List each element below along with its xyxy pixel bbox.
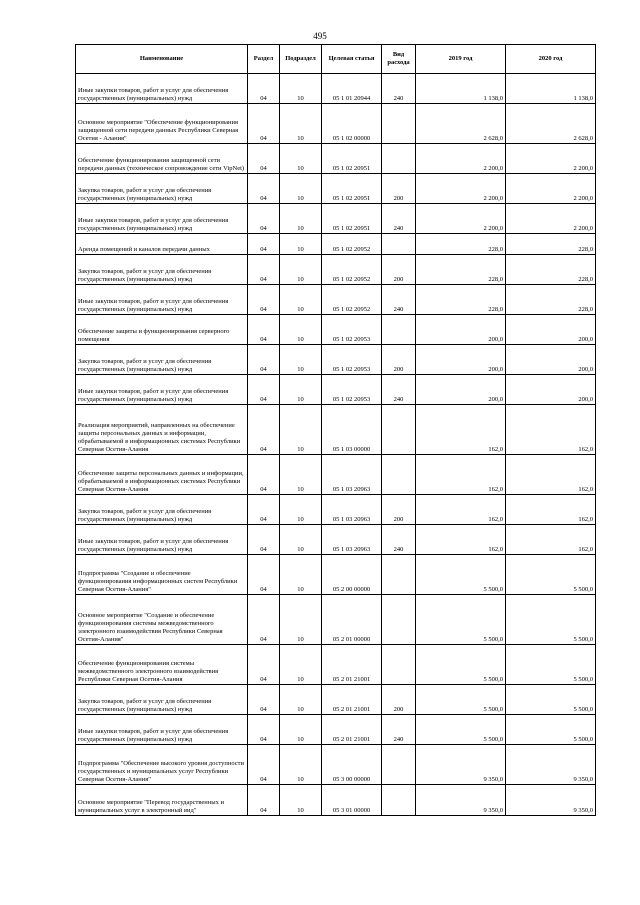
cell-expense: 200 xyxy=(382,685,416,715)
cell-target: 05 2 01 00000 xyxy=(322,595,382,645)
cell-expense: 200 xyxy=(382,345,416,375)
table-row xyxy=(76,685,596,715)
cell-expense: 240 xyxy=(382,375,416,405)
cell-y2020: 5 500,0 xyxy=(506,595,596,645)
cell-y2020: 9 350,0 xyxy=(506,785,596,816)
cell-target: 05 2 01 21001 xyxy=(322,685,382,715)
cell-expense: 240 xyxy=(382,525,416,555)
cell-target: 05 2 01 21001 xyxy=(322,715,382,745)
cell-expense: 240 xyxy=(382,204,416,234)
cell-y2020: 200,0 xyxy=(506,315,596,345)
cell-target: 05 3 00 00000 xyxy=(322,745,382,785)
cell-section: 04 xyxy=(248,645,280,685)
cell-expense xyxy=(382,315,416,345)
budget-table xyxy=(75,44,596,816)
cell-name: Иные закупки товаров, работ и услуг для обеспечения государственных (муниципальных) нужд xyxy=(76,375,248,405)
table-row xyxy=(76,495,596,525)
cell-expense: 200 xyxy=(382,174,416,204)
cell-target: 05 2 00 00000 xyxy=(322,555,382,595)
cell-section: 04 xyxy=(248,315,280,345)
cell-expense xyxy=(382,555,416,595)
cell-y2020: 228,0 xyxy=(506,234,596,255)
cell-target: 05 1 02 20951 xyxy=(322,204,382,234)
cell-y2020: 5 500,0 xyxy=(506,715,596,745)
table-row xyxy=(76,455,596,495)
cell-target: 05 3 01 00000 xyxy=(322,785,382,816)
cell-name: Закупка товаров, работ и услуг для обеспечения государственных (муниципальных) нужд xyxy=(76,255,248,285)
cell-y2020: 228,0 xyxy=(506,255,596,285)
cell-subsection: 10 xyxy=(280,345,322,375)
cell-y2019: 228,0 xyxy=(416,255,506,285)
table-row xyxy=(76,525,596,555)
cell-y2020: 2 200,0 xyxy=(506,174,596,204)
cell-target: 05 1 02 20953 xyxy=(322,375,382,405)
cell-expense: 240 xyxy=(382,715,416,745)
cell-y2019: 2 628,0 xyxy=(416,104,506,144)
cell-expense xyxy=(382,595,416,645)
cell-name: Основное мероприятие "Обеспечение функционирования защищенной сети передачи данных Республики Северная Осетия - Алания" xyxy=(76,104,248,144)
cell-subsection: 10 xyxy=(280,595,322,645)
cell-name: Обеспечение функционирования системы межведомственного электронного взаимодействия Республики Северная Осетия-Алания xyxy=(76,645,248,685)
cell-y2019: 162,0 xyxy=(416,455,506,495)
cell-expense xyxy=(382,645,416,685)
cell-section: 04 xyxy=(248,525,280,555)
header-2020: 2020 год xyxy=(506,45,596,74)
cell-section: 04 xyxy=(248,255,280,285)
cell-y2020: 2 200,0 xyxy=(506,144,596,174)
header-subsection: Подраздел xyxy=(280,45,322,74)
header-2019: 2019 год xyxy=(416,45,506,74)
cell-expense xyxy=(382,234,416,255)
table-row xyxy=(76,285,596,315)
cell-y2020: 162,0 xyxy=(506,455,596,495)
table-row xyxy=(76,645,596,685)
cell-name: Иные закупки товаров, работ и услуг для обеспечения государственных (муниципальных) нужд xyxy=(76,74,248,104)
cell-subsection: 10 xyxy=(280,255,322,285)
cell-section: 04 xyxy=(248,595,280,645)
cell-section: 04 xyxy=(248,375,280,405)
cell-expense: 200 xyxy=(382,495,416,525)
cell-subsection: 10 xyxy=(280,285,322,315)
cell-y2020: 5 500,0 xyxy=(506,555,596,595)
cell-target: 05 1 03 00000 xyxy=(322,405,382,455)
table-row xyxy=(76,234,596,255)
cell-expense: 240 xyxy=(382,285,416,315)
cell-y2020: 5 500,0 xyxy=(506,685,596,715)
table-row xyxy=(76,74,596,104)
cell-expense xyxy=(382,745,416,785)
cell-target: 05 1 03 20963 xyxy=(322,455,382,495)
cell-subsection: 10 xyxy=(280,525,322,555)
cell-section: 04 xyxy=(248,715,280,745)
cell-expense xyxy=(382,405,416,455)
cell-subsection: 10 xyxy=(280,645,322,685)
cell-y2019: 162,0 xyxy=(416,405,506,455)
cell-subsection: 10 xyxy=(280,495,322,525)
cell-expense: 240 xyxy=(382,74,416,104)
cell-y2020: 1 138,0 xyxy=(506,74,596,104)
cell-section: 04 xyxy=(248,495,280,525)
cell-name: Иные закупки товаров, работ и услуг для обеспечения государственных (муниципальных) нужд xyxy=(76,285,248,315)
cell-subsection: 10 xyxy=(280,455,322,495)
header-expense: Вид расхода xyxy=(382,45,416,74)
cell-name: Основное мероприятие "Перевод государственных и муниципальных услуг в электронный вид" xyxy=(76,785,248,816)
cell-name: Аренда помещений и каналов передачи данных xyxy=(76,234,248,255)
cell-subsection: 10 xyxy=(280,74,322,104)
cell-section: 04 xyxy=(248,234,280,255)
cell-name: Подпрограмма "Создание и обеспечение функционирования информационных систем Республики Северная Осетия-Алания" xyxy=(76,555,248,595)
table-body xyxy=(76,74,596,816)
cell-y2020: 2 628,0 xyxy=(506,104,596,144)
header-target: Целевая статья xyxy=(322,45,382,74)
cell-subsection: 10 xyxy=(280,715,322,745)
cell-y2020: 162,0 xyxy=(506,405,596,455)
cell-subsection: 10 xyxy=(280,315,322,345)
cell-y2019: 228,0 xyxy=(416,234,506,255)
cell-expense xyxy=(382,785,416,816)
cell-target: 05 1 02 20952 xyxy=(322,234,382,255)
cell-target: 05 1 02 20953 xyxy=(322,315,382,345)
cell-y2020: 2 200,0 xyxy=(506,204,596,234)
cell-name: Закупка товаров, работ и услуг для обеспечения государственных (муниципальных) нужд xyxy=(76,685,248,715)
cell-target: 05 1 03 20963 xyxy=(322,525,382,555)
cell-y2020: 9 350,0 xyxy=(506,745,596,785)
cell-section: 04 xyxy=(248,405,280,455)
header-row xyxy=(76,45,596,74)
cell-subsection: 10 xyxy=(280,685,322,715)
cell-target: 05 1 02 20951 xyxy=(322,144,382,174)
cell-y2020: 5 500,0 xyxy=(506,645,596,685)
cell-section: 04 xyxy=(248,455,280,495)
cell-y2019: 1 138,0 xyxy=(416,74,506,104)
cell-section: 04 xyxy=(248,285,280,315)
cell-expense xyxy=(382,144,416,174)
cell-y2020: 200,0 xyxy=(506,375,596,405)
cell-expense xyxy=(382,104,416,144)
page-number: 495 xyxy=(313,31,327,41)
cell-name: Обеспечение защиты и функционирования серверного помещения xyxy=(76,315,248,345)
cell-name: Закупка товаров, работ и услуг для обеспечения государственных (муниципальных) нужд xyxy=(76,345,248,375)
cell-y2019: 5 500,0 xyxy=(416,685,506,715)
cell-y2019: 200,0 xyxy=(416,315,506,345)
cell-section: 04 xyxy=(248,745,280,785)
cell-y2019: 5 500,0 xyxy=(416,555,506,595)
cell-y2019: 5 500,0 xyxy=(416,645,506,685)
cell-target: 05 1 02 20951 xyxy=(322,174,382,204)
header-section: Раздел xyxy=(248,45,280,74)
cell-subsection: 10 xyxy=(280,405,322,455)
table-row xyxy=(76,405,596,455)
cell-section: 04 xyxy=(248,74,280,104)
cell-y2019: 2 200,0 xyxy=(416,174,506,204)
cell-subsection: 10 xyxy=(280,204,322,234)
cell-y2019: 200,0 xyxy=(416,375,506,405)
cell-subsection: 10 xyxy=(280,745,322,785)
cell-y2019: 228,0 xyxy=(416,285,506,315)
cell-target: 05 2 01 21001 xyxy=(322,645,382,685)
cell-name: Подпрограмма "Обеспечение высокого уровня доступности государственных и муниципальных услуг Республики Северная Осетия-Алания" xyxy=(76,745,248,785)
cell-name: Иные закупки товаров, работ и услуг для обеспечения государственных (муниципальных) нужд xyxy=(76,204,248,234)
cell-expense: 200 xyxy=(382,255,416,285)
cell-y2020: 200,0 xyxy=(506,345,596,375)
table-row xyxy=(76,375,596,405)
cell-name: Реализация мероприятий, направленных на обеспечение защиты персональных данных и информации, обрабатываемой в информационных системах Республики Северная Осетия-Алания xyxy=(76,405,248,455)
cell-y2019: 200,0 xyxy=(416,345,506,375)
table-row xyxy=(76,715,596,745)
cell-expense xyxy=(382,455,416,495)
table-row xyxy=(76,255,596,285)
table-row xyxy=(76,104,596,144)
cell-section: 04 xyxy=(248,204,280,234)
cell-target: 05 1 02 20952 xyxy=(322,285,382,315)
cell-subsection: 10 xyxy=(280,144,322,174)
cell-section: 04 xyxy=(248,174,280,204)
cell-name: Иные закупки товаров, работ и услуг для обеспечения государственных (муниципальных) нужд xyxy=(76,715,248,745)
cell-name: Закупка товаров, работ и услуг для обеспечения государственных (муниципальных) нужд xyxy=(76,495,248,525)
cell-target: 05 1 02 20952 xyxy=(322,255,382,285)
cell-name: Закупка товаров, работ и услуг для обеспечения государственных (муниципальных) нужд xyxy=(76,174,248,204)
cell-section: 04 xyxy=(248,785,280,816)
cell-subsection: 10 xyxy=(280,785,322,816)
cell-section: 04 xyxy=(248,345,280,375)
cell-target: 05 1 01 20944 xyxy=(322,74,382,104)
cell-subsection: 10 xyxy=(280,104,322,144)
cell-subsection: 10 xyxy=(280,174,322,204)
cell-name: Обеспечение защиты персональных данных и информации, обрабатываемой в информационных системах Республики Северная Осетия-Алания xyxy=(76,455,248,495)
cell-y2020: 162,0 xyxy=(506,525,596,555)
cell-subsection: 10 xyxy=(280,555,322,595)
table-row xyxy=(76,595,596,645)
cell-target: 05 1 02 20953 xyxy=(322,345,382,375)
cell-y2019: 2 200,0 xyxy=(416,144,506,174)
table-row xyxy=(76,204,596,234)
table-row xyxy=(76,345,596,375)
cell-section: 04 xyxy=(248,685,280,715)
cell-name: Обеспечение функционирования защищенной сети передачи данных (техническое сопровождение сети VipNet) xyxy=(76,144,248,174)
cell-y2019: 9 350,0 xyxy=(416,785,506,816)
table-row xyxy=(76,555,596,595)
cell-target: 05 1 02 00000 xyxy=(322,104,382,144)
cell-name: Иные закупки товаров, работ и услуг для обеспечения государственных (муниципальных) нужд xyxy=(76,525,248,555)
cell-y2019: 5 500,0 xyxy=(416,715,506,745)
cell-y2019: 162,0 xyxy=(416,525,506,555)
cell-subsection: 10 xyxy=(280,234,322,255)
cell-section: 04 xyxy=(248,104,280,144)
cell-target: 05 1 03 20963 xyxy=(322,495,382,525)
cell-y2019: 162,0 xyxy=(416,495,506,525)
cell-name: Основное мероприятие "Создание и обеспечение функционирования системы межведомственного электронного взаимодействия Республики Северная Осетия-Алания" xyxy=(76,595,248,645)
table-row xyxy=(76,745,596,785)
cell-subsection: 10 xyxy=(280,375,322,405)
cell-y2019: 5 500,0 xyxy=(416,595,506,645)
header-name: Наименование xyxy=(76,45,248,74)
cell-y2020: 228,0 xyxy=(506,285,596,315)
cell-section: 04 xyxy=(248,144,280,174)
table-row xyxy=(76,315,596,345)
table-row xyxy=(76,144,596,174)
table-row xyxy=(76,785,596,816)
cell-y2019: 9 350,0 xyxy=(416,745,506,785)
cell-y2019: 2 200,0 xyxy=(416,204,506,234)
table-row xyxy=(76,174,596,204)
cell-section: 04 xyxy=(248,555,280,595)
cell-y2020: 162,0 xyxy=(506,495,596,525)
